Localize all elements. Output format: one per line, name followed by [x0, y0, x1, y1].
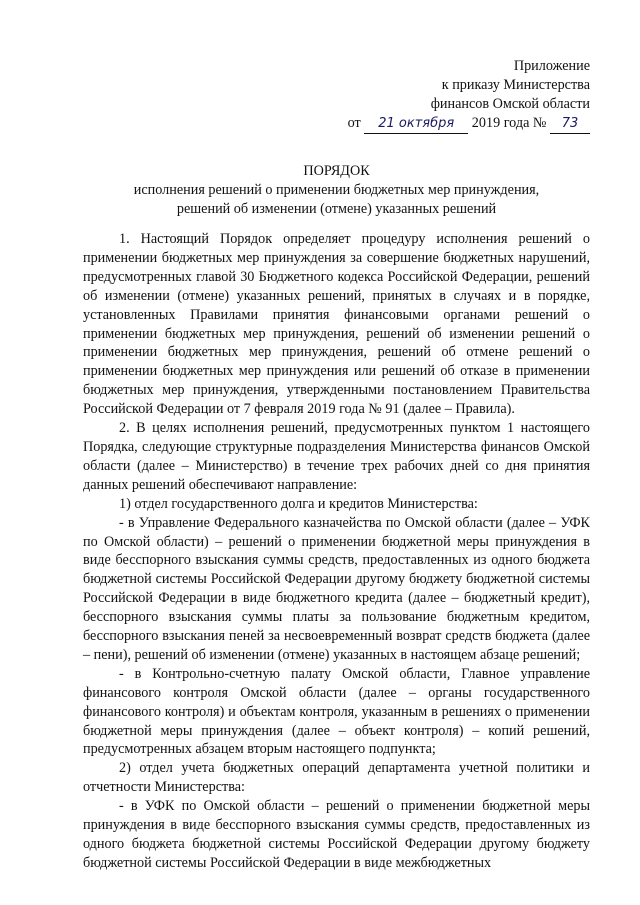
document-subtitle: [83, 181, 590, 219]
year-text: 2019 года №: [471, 115, 547, 131]
paragraph: 2) отдел учета бюджетных операций департамента учетной политики и отчетности Министерства:: [83, 760, 590, 796]
appendix-line-3: финансов Омской области: [430, 96, 590, 112]
handwritten-number: 73: [550, 114, 590, 134]
paragraph: 2. В целях исполнения решений, предусмотренных пунктом 1 настоящего Порядка, следующие структурные подразделения Министерства финансов Омской области (далее – Министерство) в течение трех рабочих дней со дня принятия данных решений обеспечивают направление:: [83, 420, 590, 493]
paragraph: - в Управление Федерального казначейства по Омской области (далее – УФК по Омской области) – решений о применении бюджетной меры принуждения в виде бесспорного взыскания суммы средств, предоставленных из одного бюджета бюджетной системы Российской Федерации другому бюджету бюджетной системы Российской Федерации в виде бюджетного кредита (далее – бюджетный кредит), бесспорного взыскания суммы платы за пользование бюджетным кредитом, бесспорного взыскания пеней за несвоевременный возврат средств бюджета (далее – пени), решений об изменении (отмене) указанных в настоящем абзаце решений;: [83, 514, 590, 663]
subtitle-line-2: решений об изменении (отмене) указанных решений: [176, 201, 497, 217]
paragraph: - в Контрольно-счетную палату Омской области, Главное управление финансового контроля Омской области (далее – органы государственного финансового контроля) и объектам контроля, указанным в решениях о применении бюджетной меры принуждения (далее – объект контроля) – копий решений, предусмотренных абзацем вторым настоящего подпункта;: [83, 665, 590, 758]
document-body: [83, 230, 590, 873]
subtitle-line-1: исполнения решений о применении бюджетных мер принуждения,: [133, 182, 540, 198]
paragraph: - в УФК по Омской области – решений о применении бюджетной меры принуждения в виде бесспорного взыскания суммы средств, предоставленных из одного бюджета бюджетной системы Российской Федерации другому бюджету бюджетной системы Российской Федерации в виде межбюджетных: [83, 798, 590, 871]
document-title: ПОРЯДОК: [303, 163, 370, 179]
appendix-header: [348, 57, 590, 134]
handwritten-date: 21 октября: [364, 114, 468, 134]
paragraph: 1) отдел государственного долга и кредитов Министерства:: [119, 495, 478, 512]
paragraph: 1. Настоящий Порядок определяет процедуру исполнения решений о применении бюджетных мер принуждения за совершение бюджетных нарушений, предусмотренных главой 30 Бюджетного кодекса Российской Федерации, решений об изменении (отмене) указанных решений, принятых в случаях и в порядке, установленных Правилами принятия финансовыми органами решений о применении бюджетных мер принуждения, решений об изменении решений о применении бюджетных мер принуждения, решений об отмене решений о применении бюджетных мер принуждения или решений об отказе в применении бюджетных мер принуждения, утвержденными постановлением Правительства Российской Федерации от 7 февраля 2019 года № 91 (далее – Правила).: [83, 231, 590, 418]
appendix-date-line: [348, 114, 590, 134]
appendix-line-1: Приложение: [513, 58, 590, 74]
appendix-line-2: к приказу Министерства: [441, 77, 590, 93]
date-prefix: от: [347, 115, 361, 131]
